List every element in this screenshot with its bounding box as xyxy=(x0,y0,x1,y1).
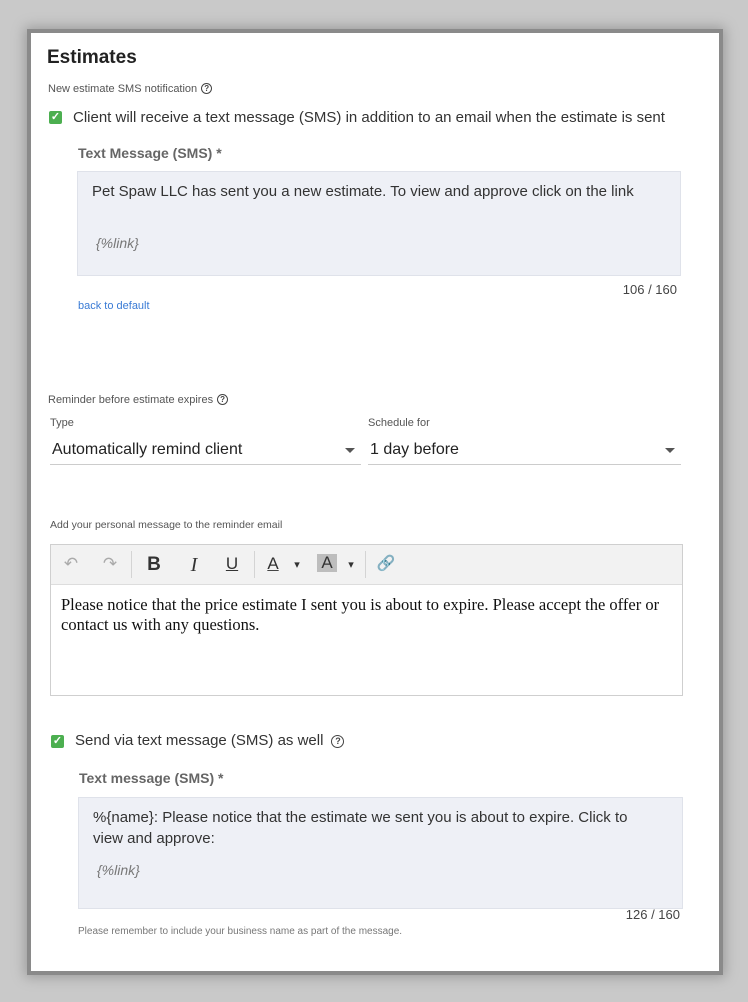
help-icon[interactable]: ? xyxy=(331,735,344,748)
chevron-down-icon[interactable]: ▾ xyxy=(294,559,300,571)
email-message-editor[interactable] xyxy=(50,544,683,696)
send-sms-checkbox[interactable]: ✓ xyxy=(52,735,63,747)
highlight-color-button[interactable]: A xyxy=(317,554,337,572)
send-sms-label: Send via text message (SMS) as well ? xyxy=(75,732,344,749)
undo-icon[interactable]: ↶ xyxy=(63,554,79,573)
new-estimate-sms-checkbox[interactable]: ✓ xyxy=(50,111,61,123)
email-message-text: Please notice that the price estimate I sent you is about to expire. Please accept the offer or contact us with any questions. xyxy=(61,595,660,634)
reminder-label: Reminder before estimate expires ? xyxy=(48,394,228,406)
estimates-card xyxy=(31,33,719,971)
sms-char-counter: 106 / 160 xyxy=(622,282,677,297)
sms-message-input[interactable] xyxy=(77,171,681,276)
new-estimate-sms-label: New estimate SMS notification ? xyxy=(48,83,212,95)
font-color-button[interactable]: A xyxy=(267,554,279,573)
help-icon[interactable]: ? xyxy=(217,394,228,405)
help-icon[interactable]: ? xyxy=(201,83,212,94)
editor-toolbar xyxy=(51,545,682,585)
back-to-default-link[interactable]: back to default xyxy=(78,300,150,312)
section-title: Estimates xyxy=(47,47,137,68)
business-name-note: Please remember to include your business name as part of the message. xyxy=(78,926,403,937)
reminder-sms-char-counter: 126 / 160 xyxy=(625,907,680,922)
bold-button[interactable]: B xyxy=(147,554,161,575)
type-label: Type xyxy=(50,417,74,429)
underline-button[interactable]: U xyxy=(225,554,239,573)
sms-field-label: Text Message (SMS) * xyxy=(78,145,222,161)
sms-message-text: Pet Spaw LLC has sent you a new estimate. To view and approve click on the link xyxy=(92,183,634,200)
italic-button[interactable]: I xyxy=(190,554,198,576)
new-estimate-sms-checkbox-label: Client will receive a text message (SMS) in addition to an email when the estimate is sent xyxy=(73,109,665,126)
toolbar-divider xyxy=(254,551,255,578)
chevron-down-icon xyxy=(345,448,355,453)
type-select-value: Automatically remind client xyxy=(52,441,243,458)
link-icon[interactable]: 🔗 xyxy=(376,555,396,572)
schedule-label: Schedule for xyxy=(368,417,430,429)
chevron-down-icon[interactable]: ▾ xyxy=(348,559,354,571)
redo-icon[interactable]: ↷ xyxy=(102,554,118,573)
toolbar-divider xyxy=(131,551,132,578)
reminder-sms-link-placeholder: {%link} xyxy=(97,862,140,878)
schedule-select[interactable] xyxy=(368,438,681,465)
toolbar-divider xyxy=(365,551,366,578)
schedule-select-value: 1 day before xyxy=(370,441,459,458)
reminder-sms-input[interactable] xyxy=(78,797,683,909)
chevron-down-icon xyxy=(665,448,675,453)
type-select[interactable] xyxy=(50,438,361,465)
reminder-sms-field-label: Text message (SMS) * xyxy=(79,770,224,786)
personal-message-label: Add your personal message to the reminder email xyxy=(50,519,283,531)
reminder-sms-text: %{name}: Please notice that the estimate we sent you is about to expire. Click to view and approve: xyxy=(93,809,628,847)
sms-link-placeholder: {%link} xyxy=(96,235,139,251)
